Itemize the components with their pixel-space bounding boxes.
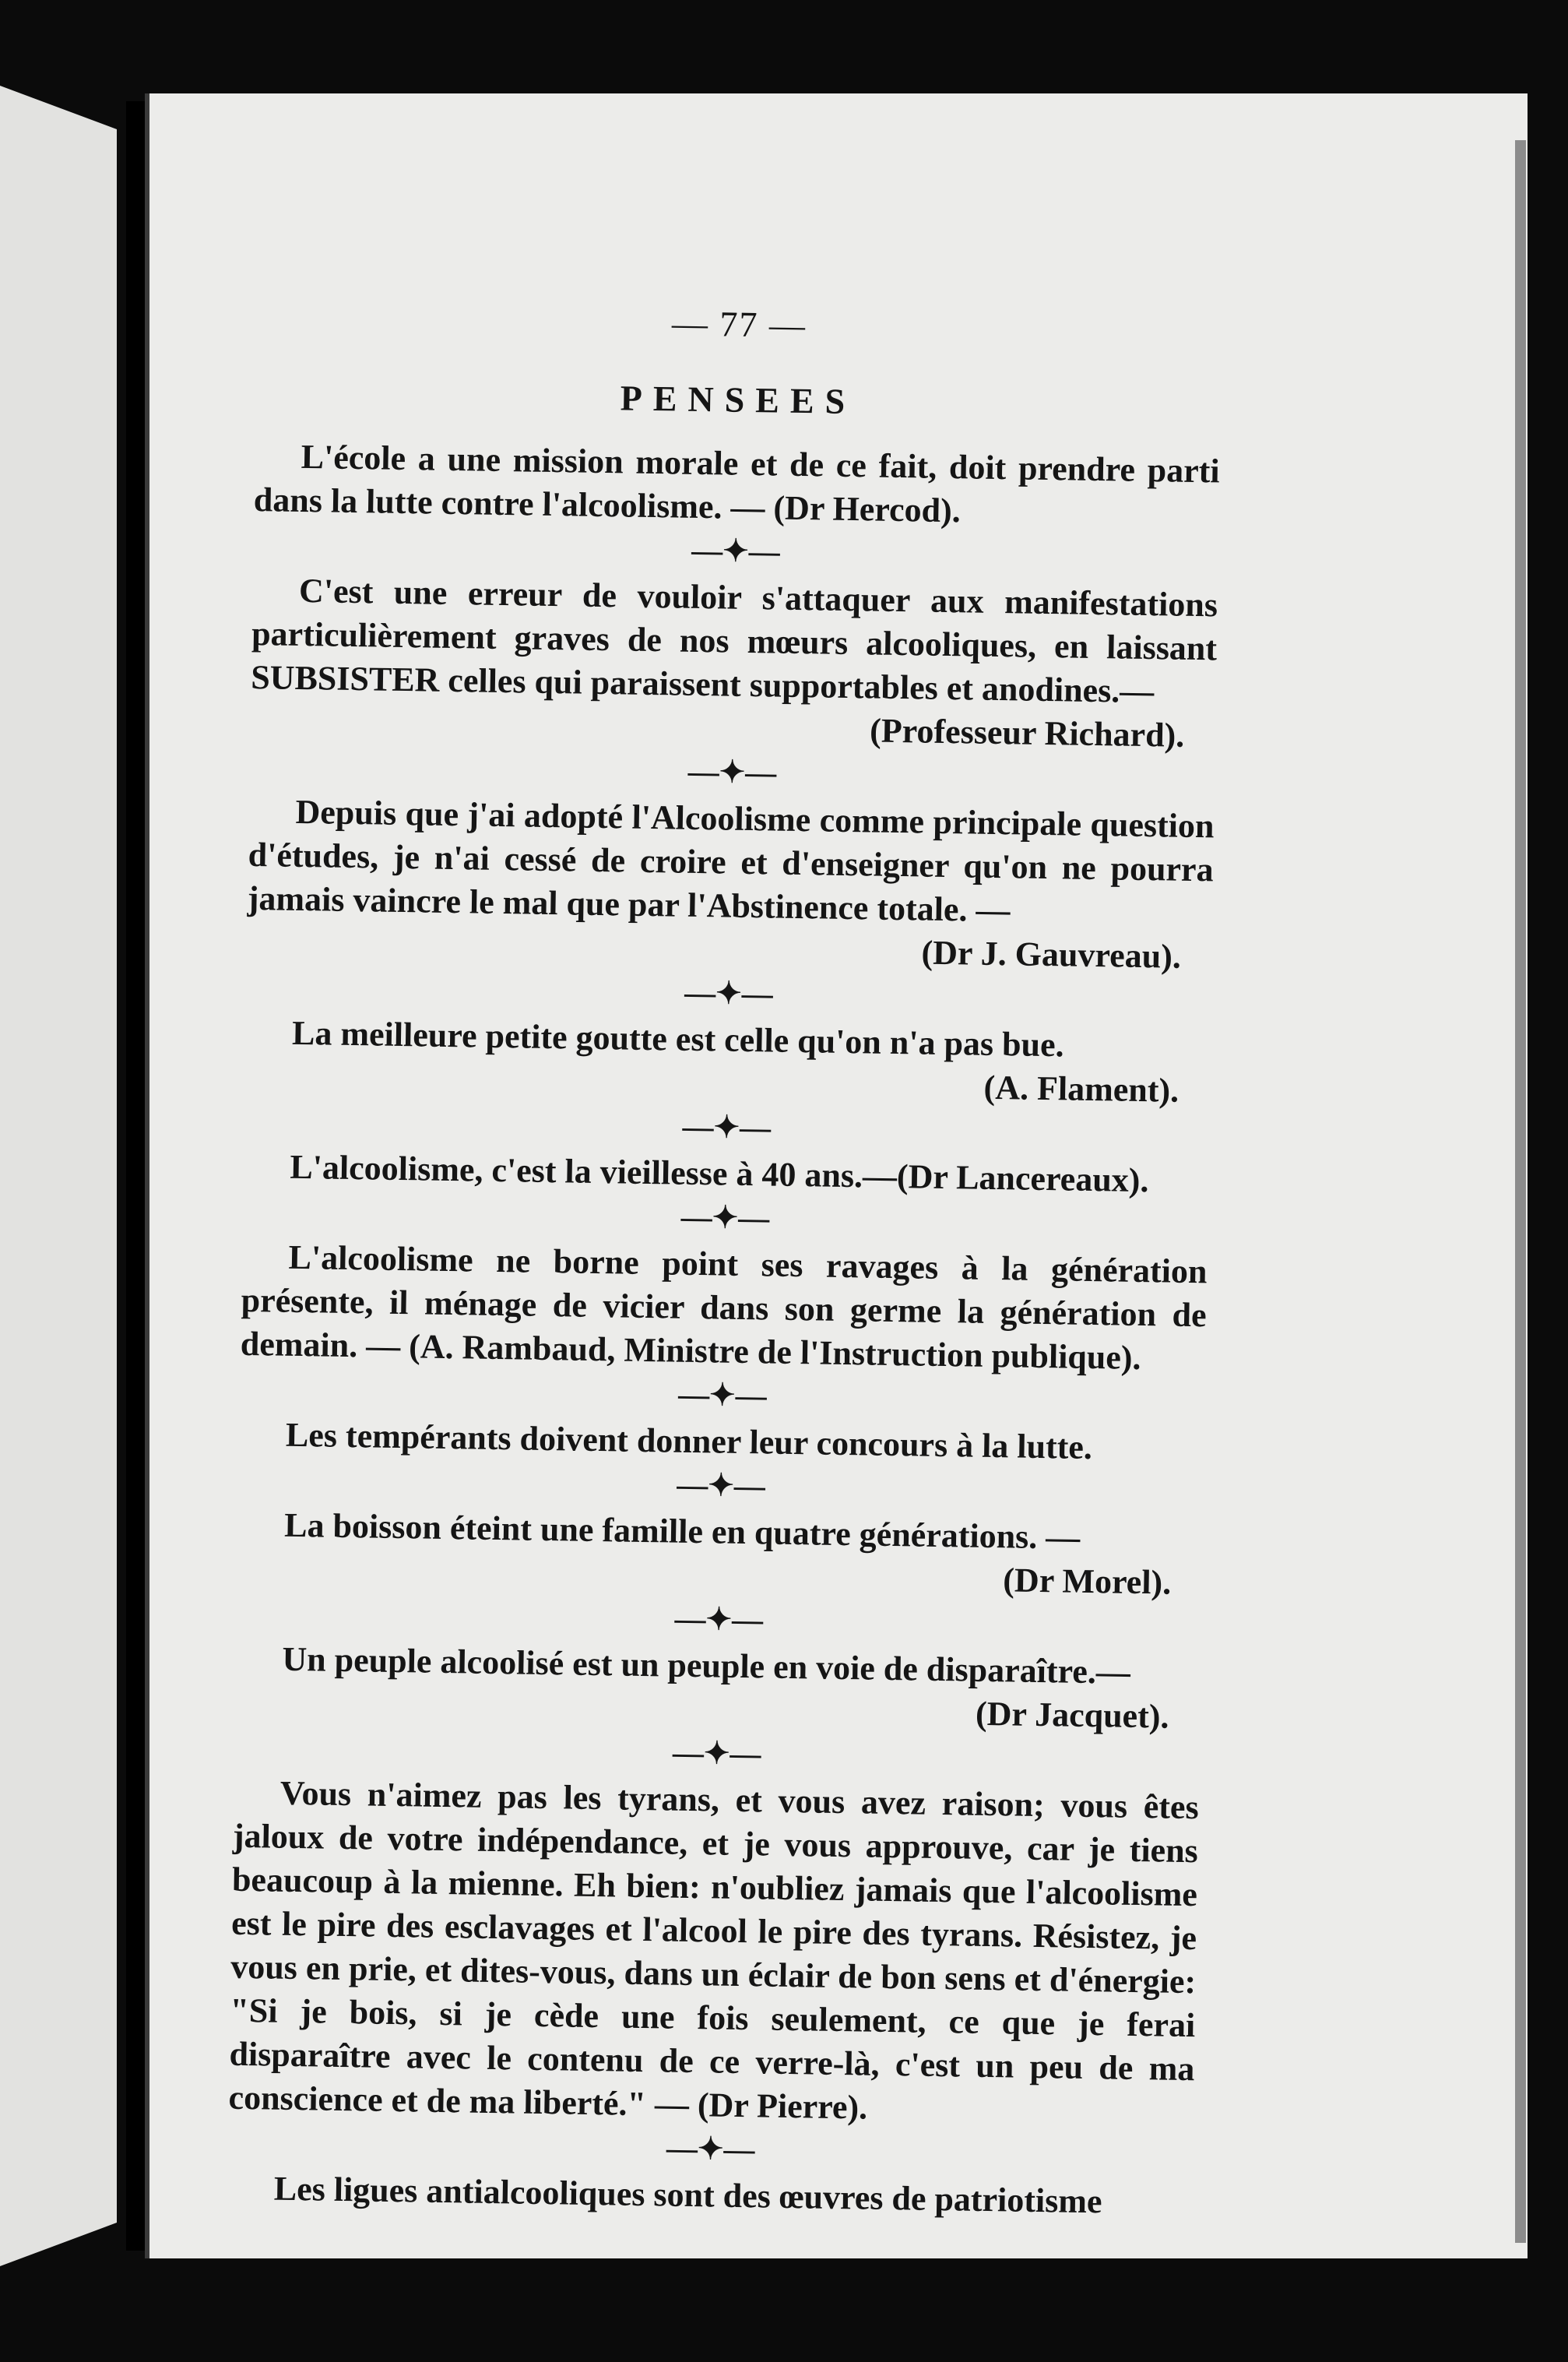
quote-text: Vous n'aimez pas les tyrans, et vous avez raison; vous êtes jaloux de votre indépendance, et je vous approuve, car je tiens beaucoup à la mienne. Eh bien: n'oubliez jamais que l'alcoolisme est le pire des esclavages et l'alcool le pire des tyrans. Résistez, je vous en prie, et dites-vous, dans un éclair de bon sens et d'énergie: "Si je bois, si je cède une fois seulement, ce que je ferai disparaître avec le contenu de ce verre-là, c'est un peu de ma conscience et de ma liberté." — (Dr Pierre).: [228, 1773, 1200, 2127]
quote-attribution: (A. Flament).: [983, 1068, 1180, 1110]
quote-text: Les tempérants doivent donner leur concours à la lutte.: [285, 1415, 1093, 1467]
separator-ornament: —✦—: [674, 1600, 764, 1638]
quote-text: La boisson éteint une famille en quatre générations. —: [283, 1505, 1081, 1557]
quote-attribution: (Dr Morel).: [1002, 1561, 1172, 1602]
quote-text: Les ligues antialcooliques sont des œuvres de patriotisme: [273, 2169, 1102, 2221]
quote-attribution: (Dr J. Gauvreau).: [921, 933, 1182, 976]
separator-ornament: —✦—: [680, 1199, 770, 1236]
page-number: — 77 —: [671, 303, 807, 346]
quote-block: [234, 1637, 1201, 1739]
separator-ornament: —✦—: [672, 1734, 761, 1772]
separator-ornament: —✦—: [684, 974, 774, 1012]
separator-ornament: —✦—: [682, 1108, 772, 1146]
separator-ornament: —✦—: [691, 532, 781, 569]
quote-block: [240, 1235, 1207, 1381]
quote-text: La meilleure petite goutte est celle qu'on n'a pas bue.: [291, 1013, 1064, 1065]
book-spine: [126, 101, 145, 2251]
quote-block: [244, 1011, 1211, 1113]
separator-ornament: —✦—: [687, 753, 777, 790]
quote-text: C'est une erreur de vouloir s'attaquer aux manifestations particulièrement graves de nos mœurs alcooliques, en laissant SUBSISTER celles qui paraissent supportables et anodines.—: [250, 571, 1218, 711]
separator-ornament: —✦—: [677, 1376, 768, 1413]
page-edge-shadow: [1515, 140, 1526, 2243]
quote-text: Un peuple alcoolisé est un peuple en voie de disparaître.—: [282, 1639, 1131, 1691]
page-content: [227, 296, 1222, 2225]
quote-text: L'alcoolisme ne borne point ses ravages à la génération présente, il ménage de vicier dans son germe la génération de demain. — (A. Rambaud, Ministre de l'Instruction publique).: [240, 1237, 1208, 1378]
page-title: PENSEES: [620, 378, 856, 422]
adjacent-page-sliver: [0, 86, 117, 2266]
quote-block: [228, 1771, 1199, 2135]
quote-block: [253, 435, 1220, 537]
separator-ornament: —✦—: [676, 1466, 766, 1504]
quote-attribution: (Professeur Richard).: [869, 711, 1185, 755]
quote-block: [237, 1503, 1204, 1605]
quote-block: [247, 790, 1215, 979]
quote-attribution: (Dr Jacquet).: [975, 1694, 1169, 1736]
quote-text: L'école a une mission morale et de ce fait, doit prendre parti dans la lutte contre l'alcoolisme. — (Dr Hercod).: [253, 437, 1221, 530]
quote-text: Depuis que j'ai adopté l'Alcoolisme comme principale question d'études, je n'ai cessé de croire et d'enseigner qu'on ne pourra jamais vaincre le mal que par l'Abstinence totale. —: [247, 792, 1215, 930]
separator-ornament: —✦—: [666, 2130, 755, 2167]
quote-block: [250, 568, 1218, 758]
quote-text: L'alcoolisme, c'est la vieillesse à 40 ans.—(Dr Lancereaux).: [290, 1147, 1149, 1200]
quotes-list: [227, 435, 1220, 2225]
